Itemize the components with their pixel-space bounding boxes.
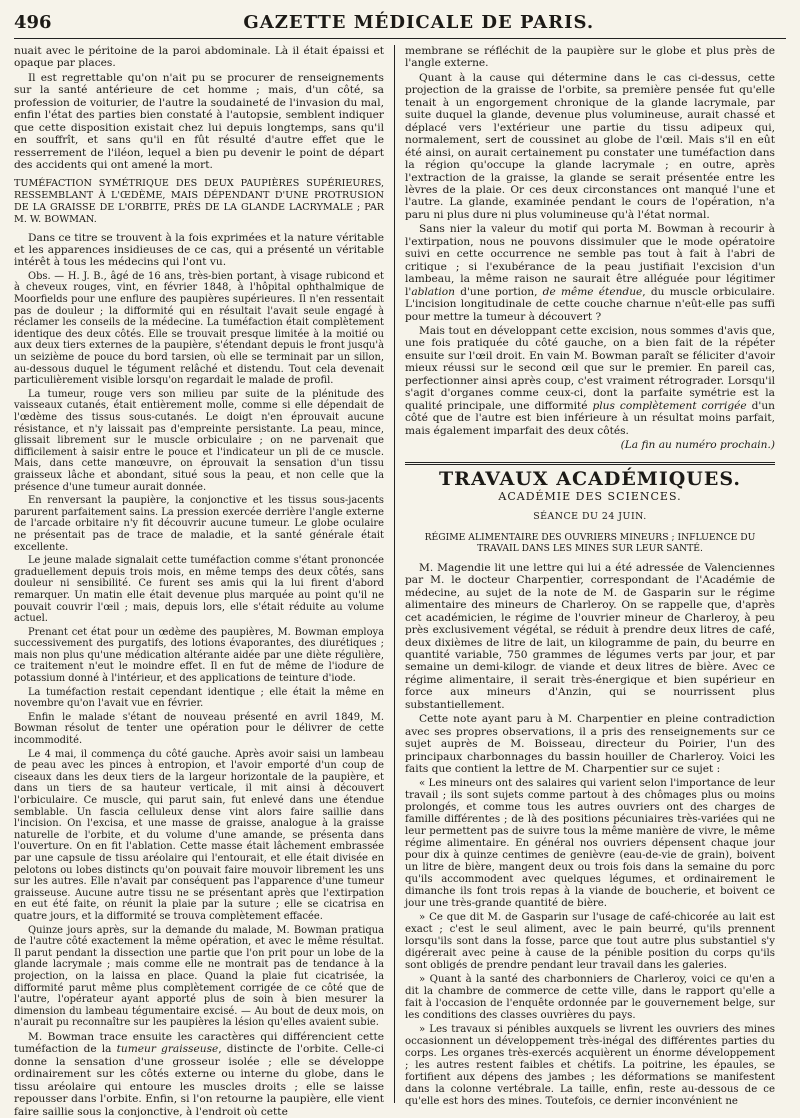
text-run: , distincte de l'orbite. Celle-ci donne la sensation d'une grosseur isolée ; elle se développe ordinairement sur les côtés externe ou interne du globe, dans le tissu aréolaire qui entoure les muscles droits ; elle se laisse repousser dans l'orbite. Enfin, si l'on retourne la paupière, elle vient faire saillie sous la conjonctive, à l'endroit où cette [14,1043,384,1118]
text-run: , du muscle orbiculaire. L'incision longitudinale de cette couche charnue n'eût-elle pas suffi pour mettre la tumeur à découvert ? [405,285,775,323]
session-date: SÉANCE DU 24 JUIN. [533,511,647,523]
text-run: Sans nier la valeur du motif qui porta M. Bowman à recourir à l'extirpation, nous ne pouvons dissimuler que le mode opératoire suivi en cette occurrence ne semble pas tout à fait à l'abri de critique ; si l'exubérance de la peau justifiait l'excision d'un lambeau, la même raison ne saurait être alléguée pour légitimer l' [405,223,775,298]
right-column [395,45,775,1107]
paragraph: La tuméfaction restait cependant identique ; elle était la même en novembre qu'on l'avait vue en février. [14,686,384,710]
text-run: M. Bowman trace ensuite les caractères qui différencient cette tuméfaction de la [14,1030,384,1056]
paragraph: membrane se réfléchit de la paupière sur le globe et plus près de l'angle externe. [405,45,775,70]
paragraph: La tumeur, rouge vers son milieu par suite de la plénitude des vaisseaux cutanés, était entièrement molle, comme si elle dépendait de l'œdème des tissus sous-cutanés. Le doigt n'en éprouvait aucune résistance, et n'y laissait pas d'empreinte persistante. La peau, mince, glissait librement sur le muscle orbiculaire ; on ne parvenait que difficilement à saisir entre le pouce et l'indicateur un pli de ce muscle. Mais, dans cette manœuvre, on éprouvait la sensation d'un tissu graisseux lâche et abondant, situé sous la peau, et non celle que la présence d'une tumeur aurait donnée. [14,388,384,493]
emphasis: ablation [411,285,455,298]
academy-heading: ACADÉMIE DES SCIENCES. [498,489,682,503]
page-number: 496 [14,12,52,33]
quoted-paragraph: » Quant à la santé des charbonniers de Charleroy, voici ce qu'en a dit la chambre de commerce de cette ville, dans le rapport qu'elle a fait à l'occasion de l'enquête ordonnée par le gouvernement belge, sur les conditions des classes ouvrières du pays. [405,973,775,1021]
paragraph: Quant à la cause qui détermine dans le cas ci-dessus, cette projection de la graisse de l'orbite, sa première pensée fut qu'elle tenait à un engorgement chronique de la glande lacrymale, par suite duquel la glande, devenue plus volumineuse, aurait chassé et déplacé vers l'extérieur une partie du tissu adipeux qui, normalement, sert de coussinet au globe de l'œil. Mais s'il en eût été ainsi, on aurait certainement pu constater une tuméfaction dans la région qu'occupe la glande lacrymale ; en outre, après l'extraction de la graisse, la glande se serait présentée entre les lèvres de la plaie. Or ces deux circonstances ont manqué l'une et l'autre. La glande, examinée pendant le cours de l'opération, n'a paru ni plus dure ni plus volumineuse qu'à l'état normal. [405,71,775,221]
text-run: d'une portion, [454,285,543,298]
article-heading: RÉGIME ALIMENTAIRE DES OUVRIERS MINEURS ; INFLUENCE DU TRAVAIL DANS LES MINES SUR LEUR SANTÉ. [424,531,756,554]
paragraph: Enfin le malade s'étant de nouveau présenté en avril 1849, M. Bowman résolut de tenter une opération pour le délivrer de cette incommodité. [14,711,384,747]
text-run: d'un côté que de l'autre est bien inférieure à un résultat moins parfait, mais également imparfait des deux côtés. [405,399,775,437]
paragraph [14,1031,384,1118]
section-title: TRAVAUX ACADÉMIQUES. [439,467,741,490]
left-column [14,45,394,1118]
text-run: Mais tout en développant cette excision, nous sommes d'avis que, une fois pratiquée du côté gauche, on a bien fait de la répéter ensuite sur l'œil droit. En vain M. Bowman paraît se féliciter d'avoir mieux réussi sur le second œil que sur le premier. En pareil cas, perfectionner ainsi après coup, c'est vraiment rétrograder. Lorsqu'il s'agit d'organes comme ceux-ci, dont la parfaite symétrie est la qualité principale, une difformité [405,324,775,412]
continued-note: (La fin au numéro prochain.) [620,439,775,452]
emphasis: plus complètement corrigée [592,399,747,412]
quoted-paragraph: » Ce que dit M. de Gasparin sur l'usage de café-chicorée au lait est exact ; c'est le seul aliment, avec le pain beurré, qu'ils prennent lorsqu'ils sont dans la fosse, parce que tout autre plus substantiel s'y digérerait avec peine à cause de la pénible position du corps qu'ils sont obligés de prendre pendant leur travail dans les galeries. [405,911,775,971]
section-divider [405,462,775,465]
paragraph [405,325,775,437]
paragraph: Le 4 mai, il commença du côté gauche. Après avoir saisi un lambeau de peau avec les pinces à entropion, et l'avoir emporté d'un coup de ciseaux dans les deux tiers de la largeur horizontale de la paupière, et dans un tiers de sa hauteur verticale, il mit ainsi à découvert l'orbiculaire. Ce muscle, qui parut sain, fut enlevé dans une étendue semblable. Un fascia celluleux dense vint alors faire saillie dans l'incision. On l'excisa, et une masse de graisse, analogue à la graisse naturelle de l'orbite, et du volume d'une amande, se présenta dans l'ouverture. On en fit l'ablation. Cette masse était lâchement embrassée par une capsule de tissu aréolaire qui l'entourait, et elle était divisée en pelotons ou lobes distincts qu'on pouvait faire mouvoir librement les uns sur les autres. Elle n'avait par conséquent pas l'apparence d'une tumeur graisseuse. Aucune autre tissu ne se présentant après que l'extirpation en eut été faite, on réunit la plaie par la suture ; elle se cicatrisa en quatre jours, et la difformité se trouva complètement effacée. [14,748,384,922]
masthead-title: GAZETTE MÉDICALE DE PARIS. [243,12,595,33]
paragraph: Obs. — H. J. B., âgé de 16 ans, très-bien portant, à visage rubicond et à cheveux rouges, vint, en février 1848, à l'hôpital ophthalmique de Moorfields pour une enflure des paupières supérieures. Il n'en ressentait pas de douleur ; la difformité qui en résultait l'avait seule engagé à réclamer les conseils de la médecine. La tuméfaction était complètement identique des deux côtés. Elle se trouvait presque limitée à la moitié ou aux deux tiers externes de la paupière, s'étendant depuis le front jusqu'à un seizième de pouce du bord tarsien, où elle se terminait par un sillon, au-dessous duquel le tégument relâché et distendu. Tout cela devenait particulièrement visible lorsqu'on regardait le malade de profil. [14,270,384,387]
paragraph: Quinze jours après, sur la demande du malade, M. Bowman pratiqua de l'autre côté exactement la même opération, et avec le même résultat. Il parut pendant la dissection une partie que l'on prit pour un lobe de la glande lacrymale ; mais comme elle ne montrait pas de tendance à la projection, on la laissa en place. Quand la plaie fut cicatrisée, la difformité parut même plus complètement corrigée de ce côté que de l'autre, l'opérateur ayant apporté plus de soin à bien mesurer la dimension du lambeau tégumentaire excisé. — Au bout de deux mois, on n'aurait pu reconnaître sur les paupières la lésion qu'elles avaient subie. [14,924,384,1029]
page-header [14,12,786,39]
paragraph: nuait avec le péritoine de la paroi abdominale. Là il était épaissi et opaque par places. [14,45,384,70]
quoted-paragraph: « Les mineurs ont des salaires qui varient selon l'importance de leur travail ; ils sont sujets comme partout à des chômages plus ou moins prolongés, et comme tous les autres ouvriers ont des charges de famille différentes ; de là des positions pécuniaires très-variées qui ne leur permettent pas de suivre tous la même manière de vivre, le même régime alimentaire. En général nos ouvriers dépensent chaque jour pour dix à quinze centimes de genièvre (eau-de-vie de grain), boivent un litre de bière, mangent deux ou trois fois dans la semaine du porc qu'ils accommodent avec quelques légumes, et ordinairement le dimanche ils font trois repas à la viande de boucherie, et boivent ce jour une très-grande quantité de bière. [405,777,775,909]
two-column-body [14,45,786,1118]
paragraph: Cette note ayant paru à M. Charpentier en pleine contradiction avec ses propres observations, il a pris des renseignements sur ce sujet auprès de M. Boisseau, directeur du Poirier, l'un des principaux charbonnages du bassin houiller de Charleroy. Voici les faits que contient la lettre de M. Charpentier sur ce sujet : [405,713,775,776]
article-heading: TUMÉFACTION SYMÉTRIQUE DES DEUX PAUPIÈRES SUPÉRIEURES, RESSEMBLANT À L'ŒDÈME, MAIS DÉPENDANT D'UNE PROTRUSION DE LA GRAISSE DE L'ORBITE, PRÈS DE LA GLANDE LACRYMALE ; PAR M. W. BOWMAN. [14,177,384,225]
paragraph: M. Magendie lit une lettre qui lui a été adressée de Valenciennes par M. le docteur Charpentier, correspondant de l'Académie de médecine, au sujet de la note de M. de Gasparin sur le régime alimentaire des mineurs de Charleroy. On se rappelle que, d'après cet académicien, le régime de l'ouvrier mineur de Charleroy, à peu près exclusivement végétal, se réduit à prendre deux litres de café, deux dixièmes de litre de lait, un kilogramme de pain, du beurre en quantité variable, 750 grammes de légumes verts par jour, et par semaine un demi-kilogr. de viande et deux litres de bière. Avec ce régime alimentaire, il serait très-énergique et bien supérieur en force aux mineurs d'Anzin, qui se nourrissent plus substantiellement. [405,561,775,711]
paragraph: En renversant la paupière, la conjonctive et les tissus sous-jacents parurent parfaitement sains. La pression exercée derrière l'angle externe de l'arcade orbitaire n'y fit découvrir aucune tumeur. Le globe oculaire ne présentait pas de trace de maladie, et la santé générale était excellente. [14,495,384,553]
paragraph: Il est regrettable qu'on n'ait pu se procurer de renseignements sur la santé antérieure de cet homme ; mais, d'un côté, sa profession de voiturier, de l'autre la soudaineté de l'invasion du mal, enfin l'état des parties bien constaté à l'autopsie, semblent indiquer que cette disposition existait chez lui depuis longtemps, sans qu'il en souffrît, et sans qu'il en fût résulté d'autre effet que le resserrement de l'iléon, lequel a bien pu devenir le point de départ des accidents qui ont amené la mort. [14,71,384,172]
paragraph: Dans ce titre se trouvent à la fois exprimées et la nature véritable et les apparences insidieuses de ce cas, qui a présenté un véritable intérêt à tous les médecins qui l'ont vu. [14,231,384,269]
paragraph [405,223,775,323]
quoted-paragraph: » Les travaux si pénibles auxquels se livrent les ouvriers des mines occasionnent un développement très-inégal des différentes parties du corps. Les organes très-exercés acquièrent un énorme développement ; les autres restent faibles et chétifs. La poitrine, les épaules, se fortifient aux dépens des jambes ; les déformations se manifestent dans la colonne vertébrale. La taille, enfin, reste au-dessous de ce qu'elle est hors des mines. Toutefois, ce dernier inconvénient ne [405,1023,775,1107]
emphasis: tumeur graisseuse [116,1043,219,1056]
emphasis: de même étendue [542,285,643,298]
paragraph: Prenant cet état pour un œdème des paupières, M. Bowman employa successivement des purgatifs, des lotions évaporantes, des diurétiques ; mais non plus qu'une médication altérante aidée par une diète régulière, ce traitement n'eut le moindre effet. Il en fut de même de l'iodure de potassium donné à l'intérieur, et des applications de teinture d'iode. [14,626,384,685]
paragraph: Le jeune malade signalait cette tuméfaction comme s'étant prononcée graduellement depuis trois mois, en même temps des deux côtés, sans douleur ni sensibilité. Ce furent ses amis qui la lui firent d'abord remarquer. Un matin elle était devenue plus marquée au point qu'il ne pouvait couvrir l'œil ; mais, depuis lors, elle s'était réduite au volume actuel. [14,555,384,625]
